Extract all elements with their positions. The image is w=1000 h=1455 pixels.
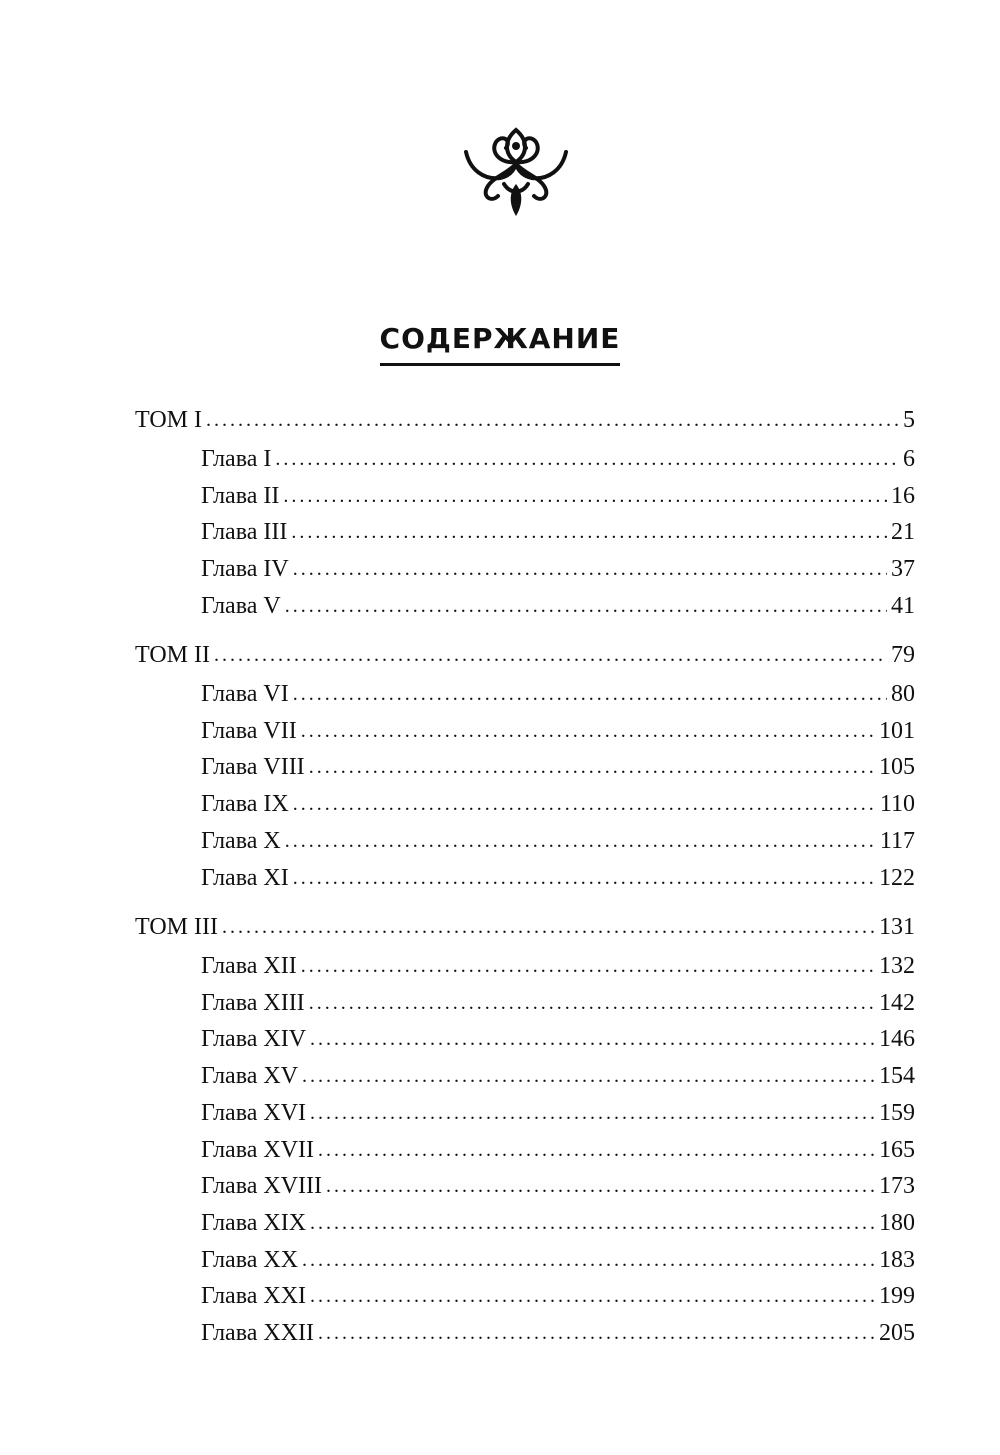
dot-leader bbox=[318, 1318, 875, 1348]
page-number: 5 bbox=[903, 407, 915, 433]
toc-chapter-entry bbox=[201, 1281, 915, 1311]
dot-leader bbox=[285, 826, 876, 856]
dot-leader bbox=[293, 789, 876, 819]
page-number: 131 bbox=[879, 914, 915, 940]
toc-chapter-entry bbox=[201, 1171, 915, 1201]
toc-chapter-entry bbox=[201, 1318, 915, 1348]
page-number: 79 bbox=[891, 642, 915, 668]
dot-leader bbox=[285, 591, 887, 621]
toc-chapter-entry bbox=[201, 554, 915, 584]
page-number: 37 bbox=[891, 556, 915, 582]
toc-chapter-entry bbox=[201, 826, 915, 856]
chapter-title: Глава VIII bbox=[201, 754, 305, 780]
page-number: 21 bbox=[891, 519, 915, 545]
chapter-title: Глава XVII bbox=[201, 1137, 315, 1163]
chapter-title: Глава XIX bbox=[201, 1210, 307, 1236]
toc-chapter-entry bbox=[201, 679, 915, 709]
toc-chapter-entry bbox=[201, 517, 915, 547]
toc-chapter-entry bbox=[201, 863, 915, 893]
chapter-title: Глава IX bbox=[201, 791, 289, 817]
dot-leader bbox=[302, 1061, 875, 1091]
chapter-title: Глава VI bbox=[201, 681, 289, 707]
dot-leader bbox=[326, 1171, 875, 1201]
dot-leader bbox=[214, 640, 887, 670]
toc-chapter-entry bbox=[201, 789, 915, 819]
dot-leader bbox=[302, 1245, 875, 1275]
chapter-title: Глава XXII bbox=[201, 1320, 315, 1346]
dot-leader bbox=[293, 863, 875, 893]
toc-chapter-entry bbox=[201, 591, 915, 621]
toc-volume-entry bbox=[135, 405, 915, 435]
page-number: 132 bbox=[879, 953, 915, 979]
chapter-title: Глава I bbox=[201, 446, 272, 472]
dot-leader bbox=[310, 1098, 875, 1128]
toc-chapter-entry bbox=[201, 716, 915, 746]
chapter-title: Глава XX bbox=[201, 1247, 299, 1273]
page-number: 105 bbox=[879, 754, 915, 780]
chapter-title: Глава II bbox=[201, 483, 280, 509]
volume-title: ТОМ II bbox=[135, 642, 210, 668]
page-number: 80 bbox=[891, 681, 915, 707]
toc-chapter-entry bbox=[201, 1135, 915, 1165]
dot-leader bbox=[310, 1208, 875, 1238]
toc-chapter-entry bbox=[201, 752, 915, 782]
toc-chapter-entry bbox=[201, 444, 915, 474]
page-number: 142 bbox=[879, 990, 915, 1016]
toc-chapter-entry bbox=[201, 988, 915, 1018]
page-number: 165 bbox=[879, 1137, 915, 1163]
chapter-title: Глава VII bbox=[201, 718, 297, 744]
chapter-title: Глава XIII bbox=[201, 990, 305, 1016]
toc-chapter-entry bbox=[201, 1098, 915, 1128]
chapter-title: Глава IV bbox=[201, 556, 289, 582]
page-number: 122 bbox=[879, 865, 915, 891]
page-number: 180 bbox=[879, 1210, 915, 1236]
chapter-title: Глава XXI bbox=[201, 1283, 307, 1309]
chapter-title: Глава V bbox=[201, 593, 281, 619]
chapter-title: Глава XIV bbox=[201, 1026, 307, 1052]
page-number: 199 bbox=[879, 1283, 915, 1309]
toc-chapter-entry bbox=[201, 1061, 915, 1091]
volume-title: ТОМ III bbox=[135, 914, 218, 940]
dot-leader bbox=[283, 481, 887, 511]
chapter-title: Глава XVIII bbox=[201, 1173, 323, 1199]
page-number: 183 bbox=[879, 1247, 915, 1273]
page-number: 173 bbox=[879, 1173, 915, 1199]
page-number: 110 bbox=[879, 791, 915, 817]
dot-leader bbox=[293, 679, 887, 709]
dot-leader bbox=[309, 752, 875, 782]
toc-heading-text: СОДЕРЖАНИЕ bbox=[380, 322, 621, 366]
dot-leader bbox=[275, 444, 899, 474]
chapter-title: Глава XVI bbox=[201, 1100, 307, 1126]
page-number: 146 bbox=[879, 1026, 915, 1052]
dot-leader bbox=[310, 1281, 875, 1311]
page-number: 101 bbox=[879, 718, 915, 744]
toc-volume-entry bbox=[135, 640, 915, 670]
dot-leader bbox=[222, 912, 875, 942]
toc-chapter-entry bbox=[201, 481, 915, 511]
chapter-title: Глава X bbox=[201, 828, 281, 854]
chapter-title: Глава XII bbox=[201, 953, 297, 979]
dot-leader bbox=[291, 517, 887, 547]
dot-leader bbox=[310, 1024, 875, 1054]
page-number: 154 bbox=[879, 1063, 915, 1089]
toc-chapter-entry bbox=[201, 1245, 915, 1275]
dot-leader bbox=[301, 951, 875, 981]
dot-leader bbox=[318, 1135, 875, 1165]
page-number: 205 bbox=[879, 1320, 915, 1346]
volume-title: ТОМ I bbox=[135, 407, 203, 433]
dot-leader bbox=[206, 405, 899, 435]
dot-leader bbox=[301, 716, 875, 746]
page-number: 16 bbox=[891, 483, 915, 509]
toc-volume-entry bbox=[135, 912, 915, 942]
chapter-title: Глава III bbox=[201, 519, 288, 545]
chapter-title: Глава XI bbox=[201, 865, 289, 891]
page-number: 117 bbox=[879, 828, 915, 854]
page-number: 41 bbox=[891, 593, 915, 619]
page-number: 159 bbox=[879, 1100, 915, 1126]
chapter-title: Глава XV bbox=[201, 1063, 299, 1089]
toc-chapter-entry bbox=[201, 951, 915, 981]
dot-leader bbox=[309, 988, 875, 1018]
toc-chapter-entry bbox=[201, 1024, 915, 1054]
toc-chapter-entry bbox=[201, 1208, 915, 1238]
page-number: 6 bbox=[903, 446, 915, 472]
dot-leader bbox=[293, 554, 887, 584]
